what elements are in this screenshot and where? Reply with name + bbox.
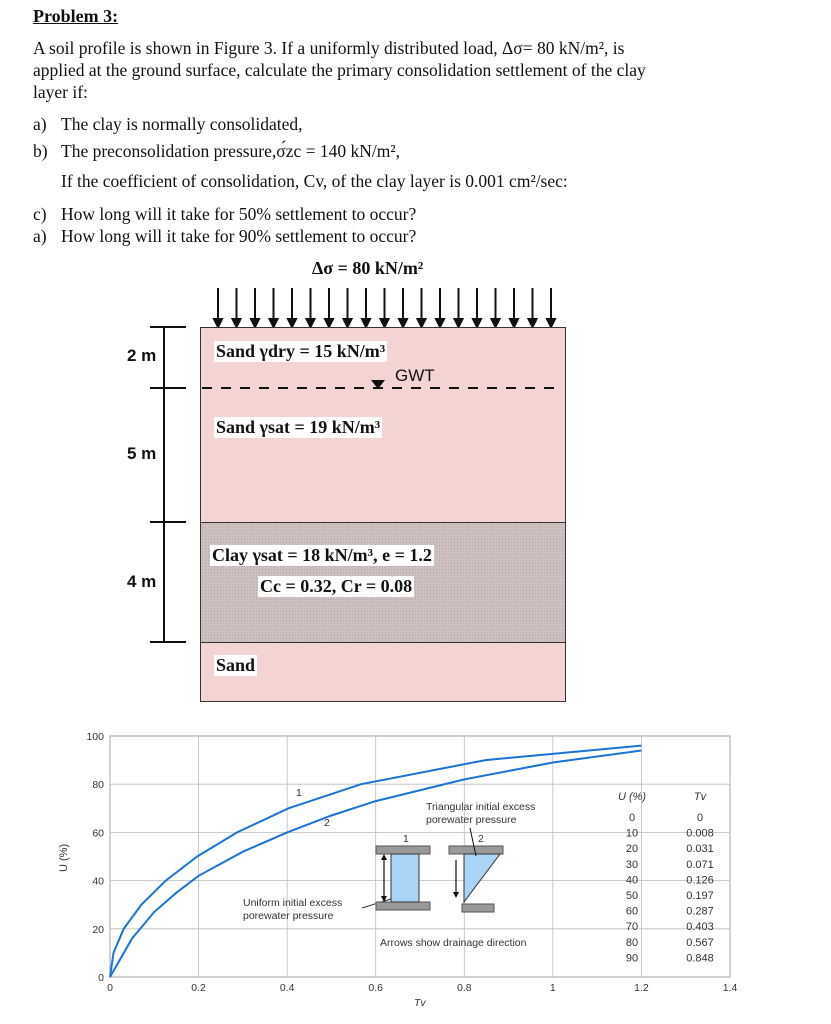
y-tick-label: 40 [92,875,104,888]
table-cell-u: 30 [625,858,639,871]
load-arrow-head [473,319,481,327]
table-cell-u: 0 [628,812,636,824]
item-a-text: The clay is normally consolidated, [61,114,303,134]
table-cell-u: 20 [625,843,639,856]
table-cell-tv: 0.071 [686,858,714,871]
intro-line-2: applied at the ground surface, calculate the primary consolidation settlement of the clay [33,60,646,80]
uniform-label-1: Uniform initial excess [243,897,343,909]
x-tick-label: 0.8 [456,982,472,994]
table-cell-tv: 0.031 [686,843,714,856]
x-tick-label: 1.2 [634,982,649,994]
table-cell-tv: 0.403 [686,921,714,934]
uniform-pressure-diagram [376,846,430,910]
load-arrow-head [251,319,259,327]
table-cell-tv: 0.848 [686,952,714,965]
ylabel: U (%) [58,843,70,872]
x-tick-label: 0 [107,982,113,994]
problem-heading: Problem 3: [33,6,119,26]
clay-label-2: Cc = 0.32, Cr = 0.08 [260,576,413,596]
table-cell-u: 90 [625,952,639,965]
load-arrow-head [233,319,241,327]
load-arrow-head [344,319,352,327]
table-cell-tv: 0.567 [686,936,714,949]
consolidation-chart [0,720,831,1024]
y-tick-label: 0 [98,972,104,984]
y-tick-label: 20 [92,923,104,936]
xlabel: Tv [414,997,426,1009]
table-cell-u: 50 [625,890,639,902]
load-arrow-head [307,319,315,327]
depth-5m: 5 m [127,444,157,463]
table-cell-tv: 0 [696,812,704,824]
load-arrow-head [399,319,407,327]
question-c-text: How long will it take for 50% settlement to occur? [61,204,417,224]
coefficient-line: If the coefficient of consolidation, Cv, of the clay layer is 0.001 cm²/sec: [61,171,568,191]
x-tick-label: 1 [549,982,556,994]
load-arrow-head [418,319,426,327]
load-arrow-head [381,319,389,327]
item-b-text: The preconsolidation pressure,σ́zc = 140 kN/m², [61,141,400,161]
load-arrow-head [362,319,370,327]
table-cell-tv: 0.287 [686,905,714,918]
table-cell-tv: 0.008 [686,827,714,840]
curve2-label: 2 [324,817,330,829]
load-arrow-head [270,319,278,327]
x-tick-label: 0.2 [191,982,206,994]
intro-line-1: A soil profile is shown in Figure 3. If a uniformly distributed load, Δσ= 80 kN/m², is [33,38,625,58]
load-arrow-head [492,319,500,327]
sand-dry-label: Sand γdry = 15 kN/m³ [216,341,386,361]
load-arrow-head [455,319,463,327]
y-tick-label: 100 [86,731,104,743]
clay-label-1: Clay γsat = 18 kN/m³, e = 1.2 [212,545,432,565]
intro-line-3: layer if: [33,82,88,102]
load-arrow-head [288,319,296,327]
depth-dimension [140,320,210,650]
question-d-text: How long will it take for 90% settlement to occur? [61,226,417,246]
table-cell-u: 10 [625,827,639,840]
table-cell-tv: 0.126 [686,874,714,887]
curve1-label: 1 [296,787,302,799]
item-b-marker: b) [33,141,48,161]
load-arrow-head [510,319,518,327]
item-a-marker: a) [33,114,47,134]
table-cell-u: 70 [625,921,639,934]
load-arrow-head [547,319,555,327]
sand-bottom-label: Sand [216,655,256,675]
y-tick-label: 60 [92,827,104,840]
table-header-tv: Tv [693,791,707,803]
depth-4m: 4 m [127,572,157,591]
table-header-u: U (%) [617,791,647,803]
table-cell-u: 80 [625,936,639,949]
drainage-label: Arrows show drainage direction [380,937,527,949]
load-arrow-head [325,319,333,327]
case2-label: 2 [478,833,484,845]
y-tick-label: 80 [92,779,104,792]
triangular-pressure-diagram [449,828,503,912]
load-arrow-head [436,319,444,327]
depth-2m: 2 m [127,346,157,365]
question-c-marker: c) [33,204,47,224]
table-cell-tv: 0.197 [686,890,714,902]
load-label: Δσ = 80 kN/m² [312,258,424,278]
triangular-label-1: Triangular initial excess [426,801,536,813]
load-arrow-head [529,319,537,327]
gwt-line [200,378,564,398]
x-tick-label: 0.4 [279,982,295,994]
sand-sat-label: Sand γsat = 19 kN/m³ [216,417,381,437]
x-tick-label: 1.4 [722,982,738,994]
uniform-label-2: porewater pressure [243,910,334,922]
load-arrows [200,285,570,330]
table-cell-u: 40 [625,874,639,887]
triangular-label-2: porewater pressure [426,814,517,826]
question-d-marker: a) [33,226,47,246]
gwt-label: GWT [392,366,438,386]
table-cell-u: 60 [625,905,639,918]
case1-label: 1 [403,833,409,845]
load-arrow-head [214,319,222,327]
x-tick-label: 0.6 [368,982,384,994]
